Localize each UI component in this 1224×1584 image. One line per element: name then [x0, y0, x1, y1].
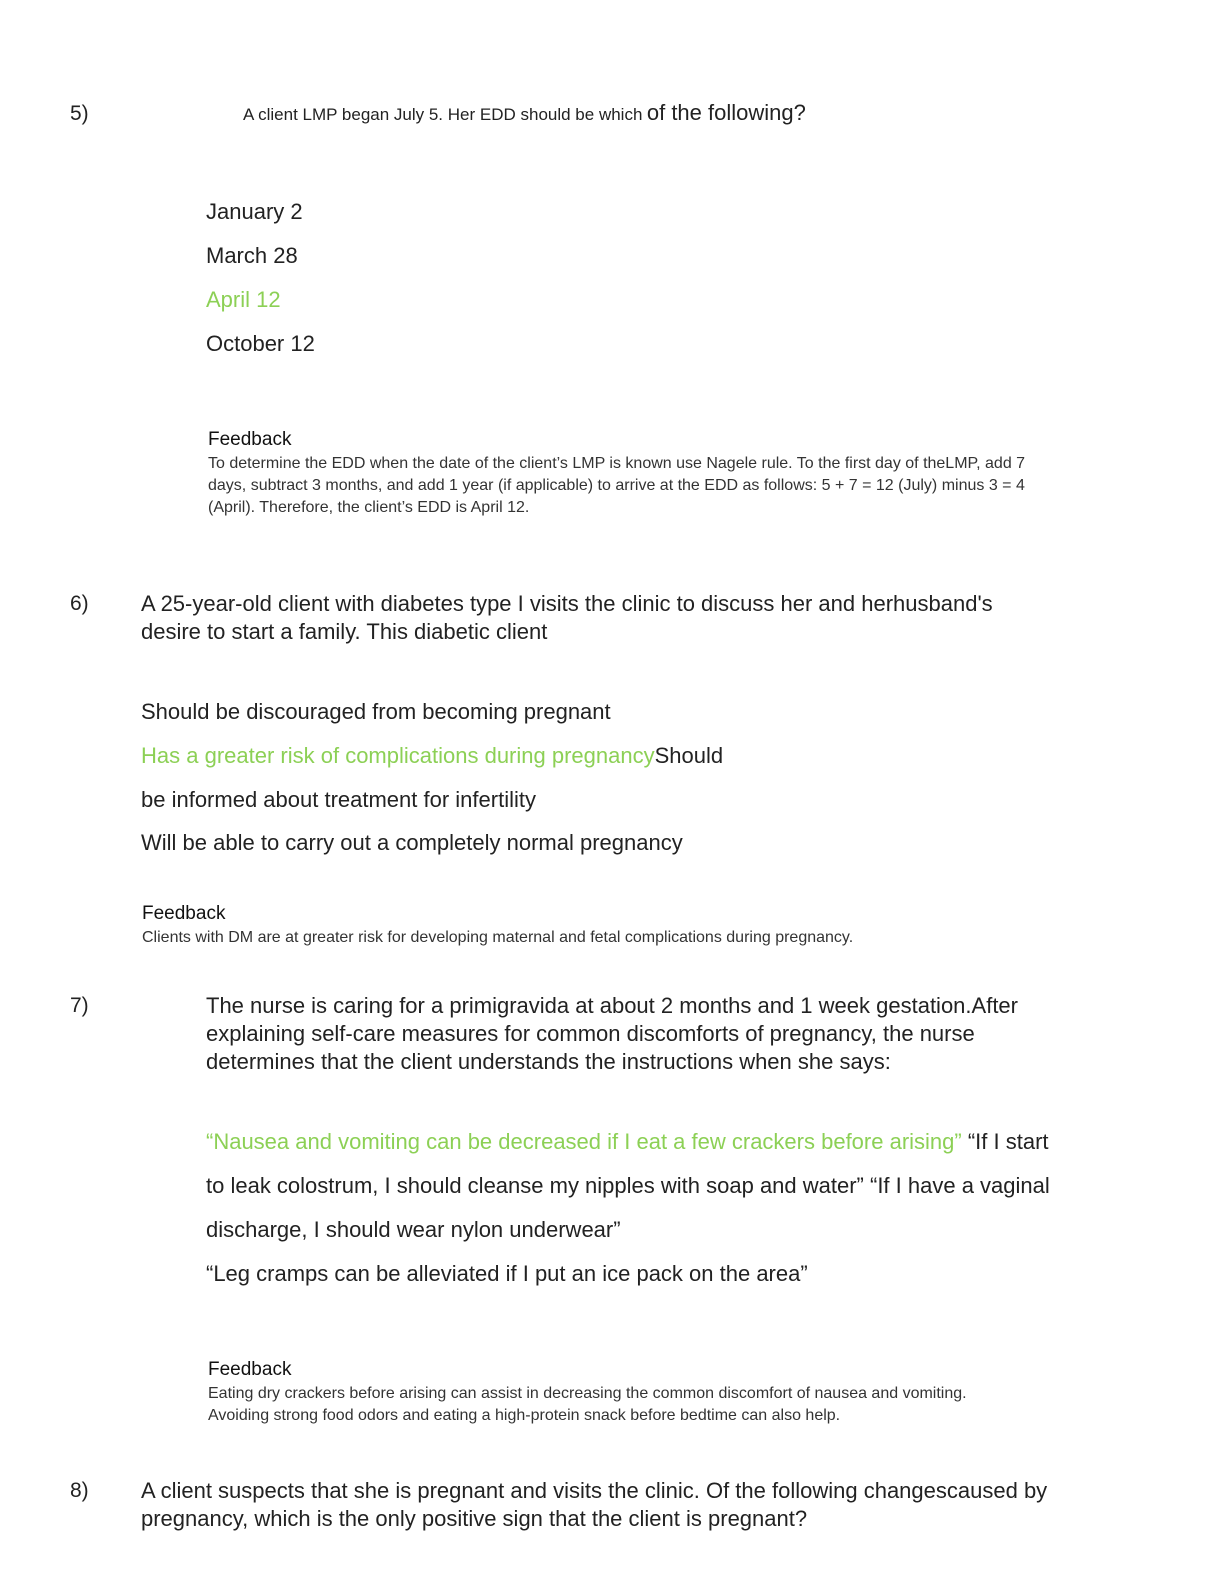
correct-answer-option: Has a greater risk of complications during pregnancy — [141, 743, 655, 768]
answer-option-line: Has a greater risk of complications during pregnancyShould — [141, 743, 724, 768]
question-number: 5) — [70, 102, 89, 125]
correct-answer-option: April 12 — [206, 287, 281, 312]
feedback-text: Clients with DM are at greater risk for developing maternal and fetal complications during pregnancy. — [142, 929, 854, 946]
question-text: A client LMP began July 5. Her EDD should be which of the following? — [243, 100, 806, 125]
answer-option: Will be able to carry out a completely normal pregnancy — [141, 830, 683, 855]
feedback-title: Feedback — [208, 1359, 292, 1380]
question-number: 7) — [70, 994, 89, 1017]
feedback-text: To determine the EDD when the date of the client’s LMP is known use Nagele rule. To the first day of theLMP, add 7 days, subtract 3 months, and add 1 year (if applicable) to arrive at the EDD as follows: 5 + 7 = 12 (July) minus 3 = 4 (April). Therefore, the client’s EDD is April 12. — [208, 455, 1026, 516]
answer-option: “Leg cramps can be alleviated if I put an ice pack on the area” — [206, 1261, 808, 1286]
question-number: 6) — [70, 592, 89, 615]
answer-option-line: “Nausea and vomiting can be decreased if I eat a few crackers before arising” “If I start — [206, 1129, 1049, 1154]
correct-answer-option: “Nausea and vomiting can be decreased if I eat a few crackers before arising” — [206, 1129, 962, 1154]
feedback-title: Feedback — [208, 429, 292, 450]
question-text: A client suspects that she is pregnant and visits the clinic. Of the following changescaused by pregnancy, which is the only positive sign that the client is pregnant? — [141, 1478, 1048, 1531]
feedback-title: Feedback — [142, 903, 226, 924]
question-number: 8) — [70, 1479, 89, 1502]
answer-option: January 2 — [206, 199, 303, 224]
answer-option: March 28 — [206, 243, 298, 268]
answer-option: discharge, I should wear nylon underwear” — [206, 1217, 621, 1242]
answer-option: October 12 — [206, 331, 315, 356]
question-text: A 25-year-old client with diabetes type I visits the clinic to discuss her and herhusband's desire to start a family. This diabetic client — [141, 591, 993, 644]
feedback-text: Eating dry crackers before arising can assist in decreasing the common discomfort of nausea and vomiting. Avoiding strong food odors and eating a high-protein snack before bedtime can also help. — [208, 1385, 967, 1424]
answer-option: be informed about treatment for infertility — [141, 787, 536, 812]
answer-option: to leak colostrum, I should cleanse my nipples with soap and water” “If I have a vaginal — [206, 1173, 1050, 1198]
answer-option: Should be discouraged from becoming pregnant — [141, 699, 611, 724]
question-text: The nurse is caring for a primigravida at about 2 months and 1 week gestation.After explaining self-care measures for common discomforts of pregnancy, the nurse determines that the client understands the instructions when she says: — [206, 993, 1018, 1074]
